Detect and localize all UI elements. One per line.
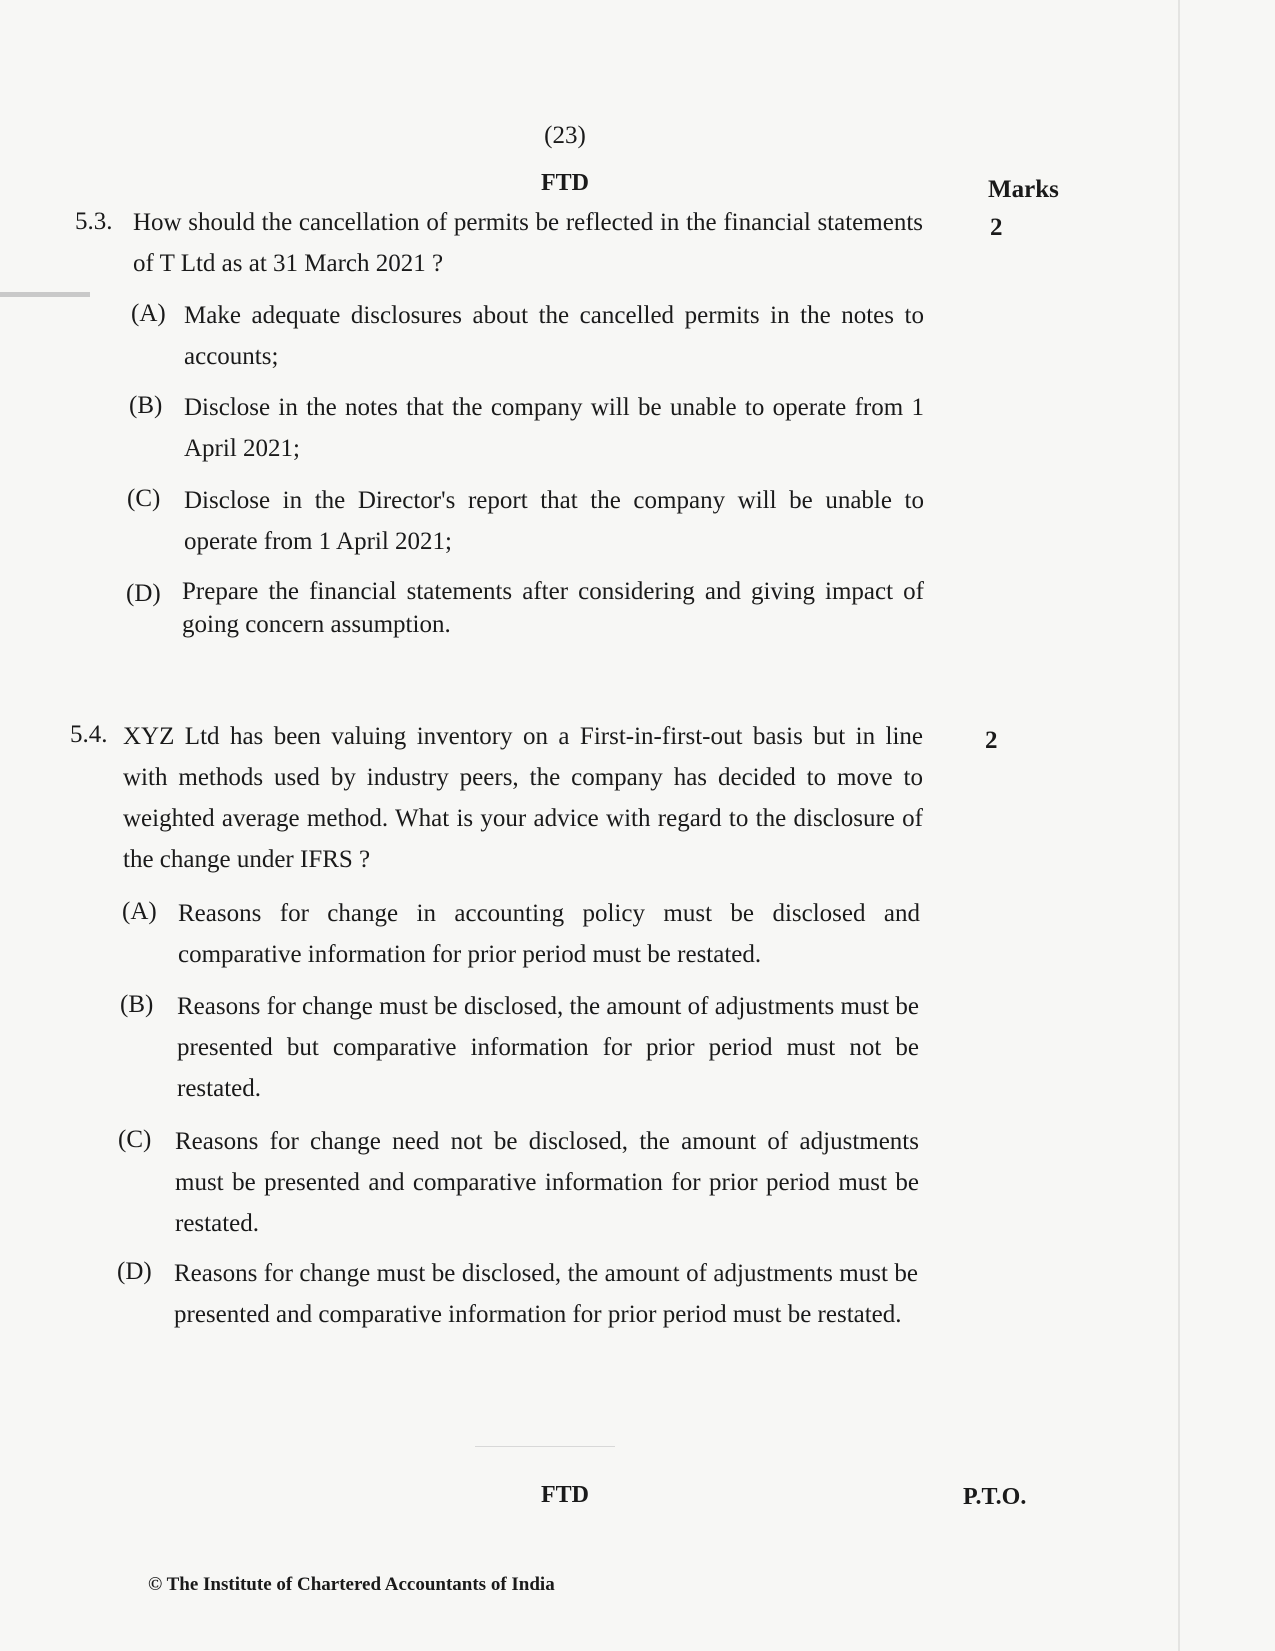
scan-edge-shadow bbox=[1178, 0, 1180, 1651]
option-text: Make adequate disclosures about the cancelled permits in the notes to accounts; bbox=[184, 302, 924, 370]
option-text: Disclose in the notes that the company will be unable to operate from 1 April 2021; bbox=[184, 394, 924, 462]
question-text: XYZ Ltd has been valuing inventory on a First-in-first-out basis but in line with methods used by industry peers, the company has decided to move to weighted average method. What is your advice with regard to the disclosure of the change under IFRS ? bbox=[123, 723, 923, 873]
question-text: How should the cancellation of permits be reflected in the financial statements of T Ltd as at 31 March 2021 ? bbox=[133, 209, 923, 277]
paper-code-header: FTD bbox=[541, 170, 589, 196]
paper-code-footer: FTD bbox=[541, 1482, 589, 1508]
option-text: Reasons for change must be disclosed, the amount of adjustments must be presented but comparative information for prior period must not be restated. bbox=[177, 993, 919, 1102]
marks-heading: Marks bbox=[988, 176, 1059, 203]
option-text: Reasons for change need not be disclosed, the amount of adjustments must be presented and comparative information for prior period must be restated. bbox=[175, 1128, 919, 1237]
option-label: (A) bbox=[122, 898, 157, 925]
option-text: Reasons for change in accounting policy must be disclosed and comparative information for prior period must be restated. bbox=[178, 900, 920, 968]
question-number: 5.3. bbox=[75, 208, 113, 235]
copyright-notice: © The Institute of Chartered Accountants of India bbox=[148, 1574, 555, 1595]
option-label: (A) bbox=[131, 300, 166, 327]
question-marks: 2 bbox=[985, 727, 998, 754]
option-label: (C) bbox=[127, 485, 161, 512]
pto-label: P.T.O. bbox=[963, 1484, 1027, 1510]
option-label: (D) bbox=[117, 1258, 152, 1285]
footer-divider bbox=[475, 1446, 615, 1447]
question-number: 5.4. bbox=[70, 721, 108, 748]
page-number: (23) bbox=[544, 122, 586, 149]
scan-smudge bbox=[0, 292, 90, 297]
option-label: (D) bbox=[126, 580, 161, 607]
question-marks: 2 bbox=[990, 214, 1003, 241]
option-text: Reasons for change must be disclosed, the amount of adjustments must be presented and comparative information for prior period must be restated. bbox=[174, 1260, 918, 1328]
option-label: (C) bbox=[118, 1126, 152, 1153]
option-text: Prepare the financial statements after considering and giving impact of going concern assumption. bbox=[182, 578, 924, 638]
option-label: (B) bbox=[129, 392, 163, 419]
option-text: Disclose in the Director's report that the company will be unable to operate from 1 April 2021; bbox=[184, 487, 924, 555]
option-label: (B) bbox=[120, 991, 154, 1018]
